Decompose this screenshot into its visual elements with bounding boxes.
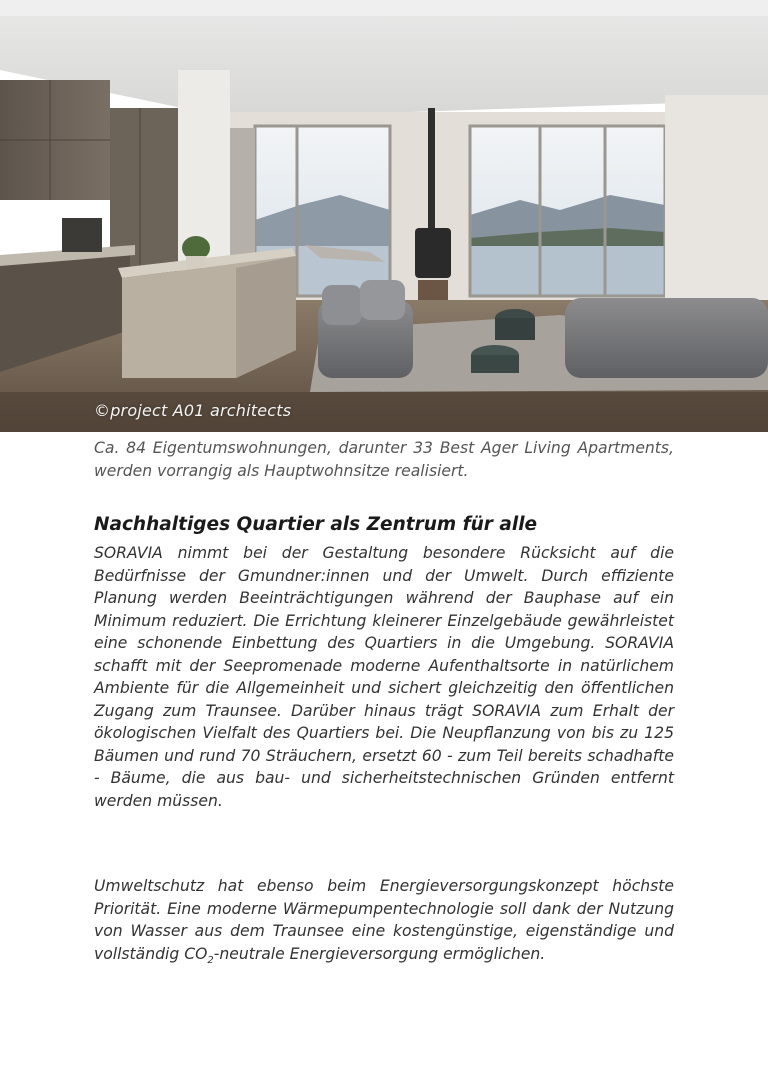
paragraph-2-start: Umweltschutz hat ebenso beim Energieversorgungskonzept höchste Priorität. Eine moderne Wärmepumpentechnologie soll dank der Nutzung von Wasser aus dem Traunsee eine kostengünstige, eigenständige und vollständig CO xyxy=(94,877,674,963)
paragraph-2 xyxy=(94,875,674,965)
interior-render-photo xyxy=(0,0,768,432)
paragraph-1: SORAVIA nimmt bei der Gestaltung besondere Rücksicht auf die Bedürfnisse der Gmundner:innen und der Umwelt. Durch effiziente Planung werden Beeinträchtigungen während der Bauphase auf ein Minimum reduziert. Die Errichtung kleinerer Einzelgebäude gewährleistet eine schonende Einbettung des Quartiers in die Umgebung. SORAVIA schafft mit der Seepromenade moderne Aufenthaltsorte in natürlichem Ambiente für die Allgemeinheit und sichert gleichzeitig den öffentlichen Zugang zum Traunsee. Darüber hinaus trägt SORAVIA zum Erhalt der ökologischen Vielfalt des Quartiers bei. Die Neupflanzung von bis zu 125 Bäumen und rund 70 Sträuchern, ersetzt 60 - zum Teil bereits schadhafte - Bäume, die aus bau- und sicherheitstechnischen Gründen entfernt werden müssen. xyxy=(94,544,674,810)
section-heading: Nachhaltiges Quartier als Zentrum für alle xyxy=(94,514,538,535)
co2-subscript: 2 xyxy=(207,954,214,966)
interior-render-image xyxy=(0,0,768,432)
photo-credit: ©project A01 architects xyxy=(94,401,292,420)
image-caption: Ca. 84 Eigentumswohnungen, darunter 33 Best Ager Living Apartments, werden vorrangig als Hauptwohnsitze realisiert. xyxy=(94,439,674,480)
paragraph-2-end: -neutrale Energieversorgung ermöglichen. xyxy=(213,944,546,963)
